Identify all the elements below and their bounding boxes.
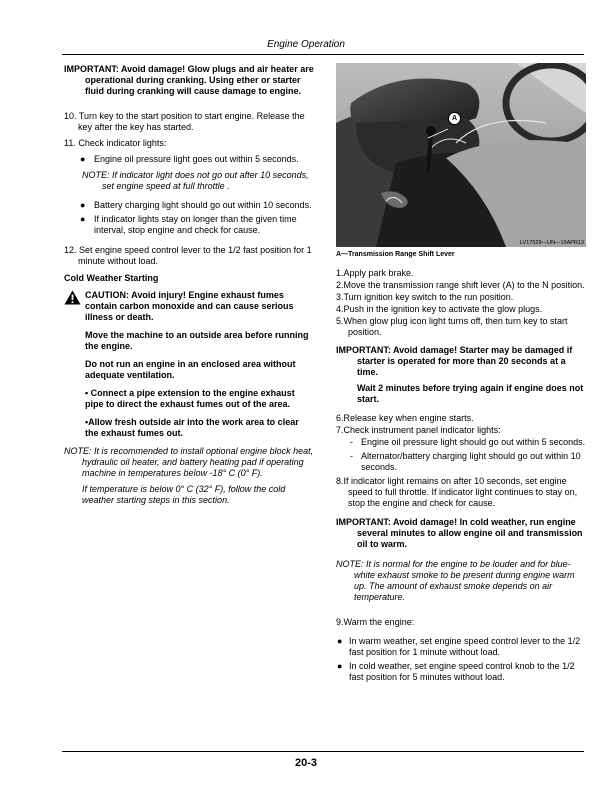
bullet-icon: ● (80, 200, 86, 210)
caution-block (64, 290, 314, 439)
step-11: 11. Check indicator lights: (64, 138, 167, 148)
transmission-photo (336, 63, 586, 247)
step-5: 5.When glow plug icon light turns off, then turn key to start position. (336, 316, 568, 337)
left-column (64, 64, 314, 511)
caution-pipe-extension: • Connect a pipe extension to the engine exhaust pipe to direct the exhaust fumes out of the area. (85, 388, 295, 409)
important-starter: IMPORTANT: Avoid damage! Starter may be damaged if starter is operated for more than 20 seconds at a time. (336, 345, 573, 377)
bullet-lights-stay-on: ● If indicator lights stay on longer than the given time interval, stop engine and check for cause. (80, 214, 297, 235)
bullet-icon: ● (80, 214, 86, 224)
step-10: 10. Turn key to the start position to start engine. Release the key after the key has started. (64, 111, 305, 132)
page-header: Engine Operation (267, 39, 345, 50)
step-4: 4.Push in the ignition key to activate the glow plugs. (336, 304, 543, 314)
important-wait: Wait 2 minutes before trying again if engine does not start. (357, 383, 584, 404)
note-heaters: NOTE: It is recommended to install optional engine block heat, hydraulic oil heater, and battery heating pad if operating machine in temperatures below -18° C (0° F). (64, 446, 314, 478)
section-heading-cold-weather: Cold Weather Starting (64, 273, 159, 283)
bullet-icon: ● (337, 661, 343, 671)
caution-outside-area: Move the machine to an outside area before running the engine. (85, 330, 309, 351)
footer-rule (62, 751, 584, 752)
step-6: 6.Release key when engine starts. (336, 413, 474, 423)
caution-ventilation: Do not run an engine in an enclosed area without adequate ventilation. (85, 359, 296, 380)
dash-alternator: - Alternator/battery charging light should go out within 10 seconds. (350, 451, 581, 472)
callout-a: A (448, 112, 461, 125)
step-9: 9.Warm the engine: (336, 617, 415, 627)
caution-fresh-air: •Allow fresh outside air into the work area to clear the exhaust fumes out. (85, 417, 299, 438)
note-exhaust-smoke: NOTE: It is normal for the engine to be louder and for blue-white exhaust smoke to be present during engine warm up. The amount of exhaust smoke depends on air temperature. (336, 559, 575, 602)
note-temperature: If temperature is below 0° C (32° F), follow the cold weather starting steps in this section. (82, 484, 286, 505)
bullet-icon: ● (80, 154, 86, 164)
header-rule (62, 54, 584, 55)
important-cold-weather: IMPORTANT: Avoid damage! In cold weather, run engine several minutes to allow engine oil and transmission oil to warm. (336, 517, 583, 549)
figure-caption: A—Transmission Range Shift Lever (336, 251, 455, 258)
note-indicator: NOTE: If indicator light does not go out after 10 seconds, set engine speed at full throttle . (82, 170, 309, 191)
bullet-warm-weather: ● In warm weather, set engine speed control lever to the 1/2 fast position for 1 minute without load. (337, 636, 581, 657)
step-8: 8.If indicator light remains on after 10 seconds, set engine speed to full throttle. If indicator light continues to stay on, stop the engine and check for cause. (336, 476, 578, 508)
warning-triangle-icon (64, 290, 81, 305)
step-3: 3.Turn ignition key switch to the run position. (336, 292, 514, 302)
bullet-icon: ● (337, 636, 343, 646)
step-7: 7.Check instrument panel indicator lights: (336, 425, 501, 435)
right-column (336, 63, 586, 686)
bullet-oil-pressure: ● Engine oil pressure light goes out within 5 seconds. (80, 154, 299, 164)
caution-carbon-monoxide: CAUTION: Avoid injury! Engine exhaust fumes contain carbon monoxide and can cause serious illness or death. (85, 290, 294, 322)
bullet-cold-weather: ● In cold weather, set engine speed control knob to the 1/2 fast position for 5 minutes without load. (337, 661, 575, 682)
bullet-battery: ● Battery charging light should go out within 10 seconds. (80, 200, 312, 210)
important-glow-plugs: IMPORTANT: Avoid damage! Glow plugs and air heater are operational during cranking. Using ether or starter fluid during cranking will cause damage to engine. (64, 64, 314, 96)
shift-lever-figure (336, 63, 586, 247)
step-1: 1.Apply park brake. (336, 268, 414, 278)
dash-oil-pressure: - Engine oil pressure light should go out within 5 seconds. (350, 437, 586, 447)
page-number: 20-3 (294, 757, 318, 769)
figure-id: LV17529—UN—19APR13 (519, 240, 584, 246)
step-12: 12. Set engine speed control lever to the 1/2 fast position for 1 minute without load. (64, 245, 312, 266)
step-2: 2.Move the transmission range shift lever (A) to the N position. (336, 280, 585, 290)
